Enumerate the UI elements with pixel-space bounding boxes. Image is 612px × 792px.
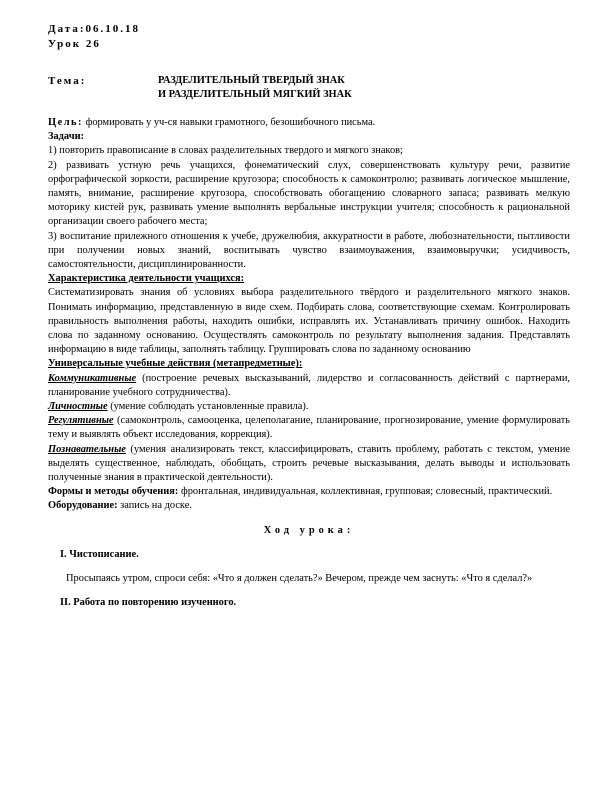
- characteristics-label: Характеристика деятельности учащихся:: [48, 273, 245, 285]
- forms-paragraph: [48, 485, 570, 499]
- task-item-1: 1) повторить правописание в словах разделительных твердого и мягкого знаков;: [48, 145, 403, 157]
- uud-communicative-text: (построение речевых высказываний, лидерство и согласованность действий с партнерами, планирование учебного сотрудничества).: [48, 372, 570, 398]
- theme-block: [48, 74, 570, 106]
- theme-label: Тема:: [48, 75, 87, 87]
- theme-title-line2: И РАЗДЕЛИТЕЛЬНЫЙ МЯГКИЙ ЗНАК: [158, 89, 352, 100]
- uud-cognitive-text: (умения анализировать текст, классифицировать, ставить проблему, работать с текстом, умение выделять существенное, наблюдать, обобщать, строить речевые высказывания, делать выводы и использовать полученные знания в практической деятельности).: [48, 443, 570, 484]
- goal-text: формировать у уч-ся навыки грамотного, безошибочного письма.: [82, 117, 376, 128]
- uud-heading: [48, 357, 570, 371]
- task-item-2: 2) развивать устную речь учащихся, фонематический слух, совершенствовать культуру речи, развитие орфографической зоркости, расширение кругозора; способность к самоконтролю; развивать логическое мышление, память, внимание, расширение кругозора, способствовать обогащению словарного запаса; развивать мелкую моторику кистей рук, развивать умение выполнять вербальные инструкции учителя; способность к рациональной организации своего рабочего места;: [48, 159, 570, 228]
- lesson-course-heading: Ход урока:: [263, 524, 355, 536]
- lesson-date: Дата:06.10.18: [48, 23, 140, 35]
- characteristics-text: Систематизировать знания об условиях выбора разделительного твёрдого и разделительного мягкого знаков. Понимать информацию, представленную в виде схем. Подбирать слова, соответствующие схемам. Контролировать правильность выполнения работы, находить ошибки, исправлять их. Устанавливать причину ошибок. Находить слова по заданному основанию. Осуществлять самоконтроль по результату выполнения задания. Представлять информацию в виде таблицы, заполнять таблицу. Группировать слова по заданному основанию: [48, 287, 570, 356]
- goal-paragraph: [48, 116, 570, 130]
- lesson-number: Урок 26: [48, 38, 101, 50]
- equipment-paragraph: [48, 499, 570, 513]
- uud-communicative-name: Коммуникативные: [48, 372, 137, 384]
- forms-text: фронтальная, индивидуальная, коллективная, групповая; словесный, практический.: [178, 486, 553, 498]
- uud-regulative-name: Регулятивные: [48, 415, 114, 427]
- uud-communicative: [48, 372, 570, 400]
- tasks-label: [48, 130, 570, 144]
- uud-cognitive-name: Познавательные: [48, 443, 126, 455]
- uud-cognitive: [48, 443, 570, 486]
- uud-label: Универсальные учебные действия (метапредметные):: [48, 358, 303, 370]
- equipment-label: Оборудование:: [48, 500, 118, 512]
- document-page: [48, 22, 570, 611]
- forms-label: Формы и методы обучения:: [48, 486, 179, 498]
- uud-personal-name: Личностные: [48, 401, 108, 413]
- section2-title-text: II. Работа по повторению изученного.: [60, 597, 237, 609]
- theme-title-line1: РАЗДЕЛИТЕЛЬНЫЙ ТВЕРДЫЙ ЗНАК: [158, 75, 345, 86]
- theme-title: [158, 74, 352, 102]
- task-item-3: 3) воспитание прилежного отношения к учебе, дружелюбия, аккуратности в работе, любознательности, пытливости при получении новых знаний, воспитывать чувство взаимоуважения, взаимовыручки; усидчивость, самостоятельности, дисциплинированности.: [48, 230, 570, 271]
- section1-title-text: I. Чистописание.: [60, 548, 139, 560]
- section1-title: [48, 548, 570, 562]
- section2-title: [48, 596, 570, 610]
- tasks-heading: Задачи:: [48, 131, 85, 143]
- uud-regulative-text: (самоконтроль, самооценка, целеполагание, планирование, прогнозирование, умение формулировать тему и выявлять объект исследования, коррекция).: [48, 415, 570, 441]
- equipment-text: запись на доске.: [117, 500, 192, 512]
- goal-label: Цель:: [48, 117, 83, 128]
- section1-text: Просыпаясь утром, спроси себя: «Что я должен сделать?» Вечером, прежде чем заснуть: «Что я сделал?»: [66, 573, 533, 585]
- characteristics-heading: [48, 272, 570, 286]
- uud-regulative: [48, 414, 570, 442]
- uud-personal-text: (умение соблюдать установленные правила).: [107, 401, 309, 413]
- uud-personal: [48, 400, 570, 414]
